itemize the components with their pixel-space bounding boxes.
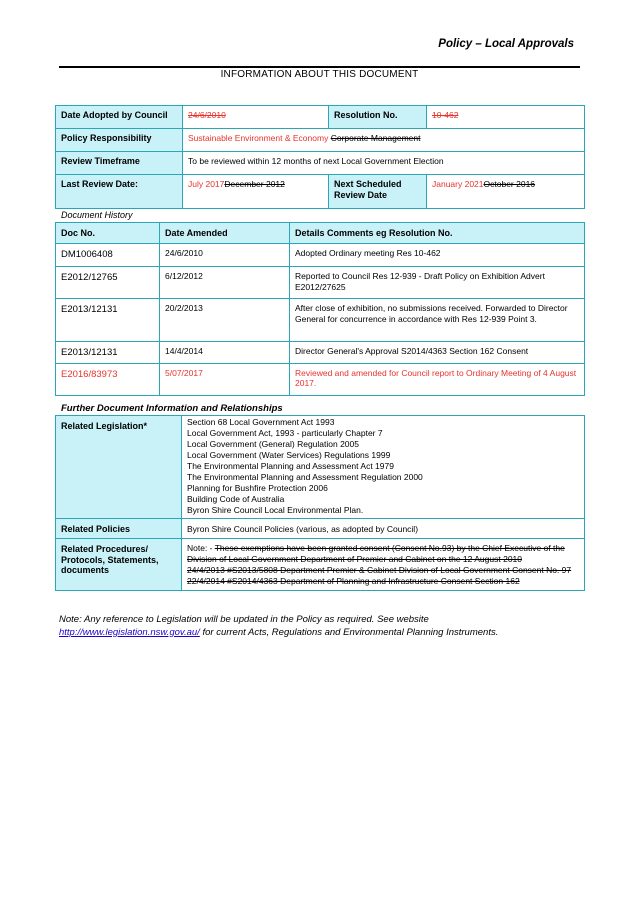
last-review-old: December 2012 [224, 179, 285, 189]
doc-heading: INFORMATION ABOUT THIS DOCUMENT [220, 69, 419, 80]
related-legislation-list [182, 416, 585, 519]
history-row [56, 363, 585, 395]
legislation-link[interactable]: http://www.legislation.nsw.gov.au/ [59, 627, 200, 638]
col-date-header: Date Amended [160, 223, 290, 244]
related-policies-label: Related Policies [56, 519, 182, 539]
history-date: 20/2/2013 [160, 299, 290, 342]
legislation-item: Byron Shire Council Local Environmental Plan. [187, 505, 364, 515]
history-row [56, 342, 585, 364]
policy-responsibility-old: Corporate Management [330, 133, 421, 143]
related-policies-value: Byron Shire Council Policies (various, as adopted by Council) [182, 519, 585, 539]
history-row [56, 244, 585, 267]
history-doc: E2012/12765 [56, 267, 160, 299]
note-text-after: for current Acts, Regulations and Environmental Planning Instruments. [202, 627, 499, 638]
col-doc-header: Doc No. [56, 223, 160, 244]
page-header-title: Policy – Local Approvals [438, 38, 574, 50]
policy-responsibility-new: Sustainable Environment & Economy [188, 133, 329, 143]
legislation-item: The Environmental Planning and Assessment Act 1979 [187, 461, 394, 471]
note-text-before: Note: Any reference to Legislation will be updated in the Policy as required. See website [59, 614, 429, 625]
date-adopted-value: 24/6/2010 [188, 110, 226, 120]
procedures-struck-item: 22/4/2014 #S2014/4363 Department of Planning and Infrastructure Consent Section 162 [187, 576, 520, 586]
further-info-label: Further Document Information and Relationships [61, 403, 283, 414]
history-doc: E2013/12131 [56, 299, 160, 342]
history-row [56, 299, 585, 342]
legislation-item: Section 68 Local Government Act 1993 [187, 417, 335, 427]
procedures-struck-item: These exemptions have been granted consent (Consent No.93) by the Chief Executive of the Division of Local Government Department of Premier and Cabinet on the 12 August 2010 [187, 543, 565, 564]
last-review-new: July 2017 [188, 179, 225, 189]
next-review-label: Next Scheduled Review Date [329, 175, 427, 209]
procedures-struck-item: 24/4/2013 #S2013/5808 Department Premier & Cabinet Division of Local Government Consent No. 97 [187, 565, 572, 575]
legislation-item: Local Government Act, 1993 - particularly Chapter 7 [187, 428, 383, 438]
history-date: 5/07/2017 [160, 363, 290, 395]
next-review-new: January 2021 [432, 179, 484, 189]
history-doc: E2016/83973 [56, 363, 160, 395]
history-details: Director General's Approval S2014/4363 Section 162 Consent [290, 342, 585, 364]
procedures-prefix: Note: - [187, 543, 213, 553]
date-adopted-label: Date Adopted by Council [56, 106, 183, 129]
legislation-item: Planning for Bushfire Protection 2006 [187, 483, 328, 493]
next-review-old: October 2016 [483, 179, 536, 189]
header-rule [59, 66, 580, 68]
history-date: 6/12/2012 [160, 267, 290, 299]
legislation-item: The Environmental Planning and Assessment Regulation 2000 [187, 472, 423, 482]
resolution-value: 10-462 [432, 110, 459, 120]
history-details: Adopted Ordinary meeting Res 10-462 [290, 244, 585, 267]
col-details-header: Details Comments eg Resolution No. [290, 223, 585, 244]
related-legislation-label: Related Legislation* [56, 416, 182, 519]
legislation-item: Local Government (Water Services) Regulations 1999 [187, 450, 391, 460]
history-doc: E2013/12131 [56, 342, 160, 364]
document-info-table [55, 105, 585, 209]
legislation-item: Local Government (General) Regulation 2005 [187, 439, 359, 449]
related-procedures-value [182, 539, 585, 591]
document-history-table [55, 222, 585, 396]
related-documents-table [55, 415, 585, 591]
history-date: 24/6/2010 [160, 244, 290, 267]
last-review-label: Last Review Date: [56, 175, 183, 209]
legislation-item: Building Code of Australia [187, 494, 285, 504]
review-timeframe-label: Review Timeframe [56, 152, 183, 175]
legislation-note [59, 613, 589, 639]
history-details: Reviewed and amended for Council report to Ordinary Meeting of 4 August 2017. [290, 363, 585, 395]
resolution-label: Resolution No. [329, 106, 427, 129]
history-details: Reported to Council Res 12-939 - Draft Policy on Exhibition Advert E2012/27625 [290, 267, 585, 299]
history-doc: DM1006408 [56, 244, 160, 267]
review-timeframe-value: To be reviewed within 12 months of next Local Government Election [183, 152, 585, 175]
related-procedures-label: Related Procedures/ Protocols, Statements, documents [56, 539, 182, 591]
document-history-label: Document History [61, 210, 133, 220]
history-details: After close of exhibition, no submissions received. Forwarded to Director General for concurrence in accordance with Res 12-939 Point 3. [290, 299, 585, 342]
policy-responsibility-label: Policy Responsibility [56, 129, 183, 152]
history-date: 14/4/2014 [160, 342, 290, 364]
history-row [56, 267, 585, 299]
